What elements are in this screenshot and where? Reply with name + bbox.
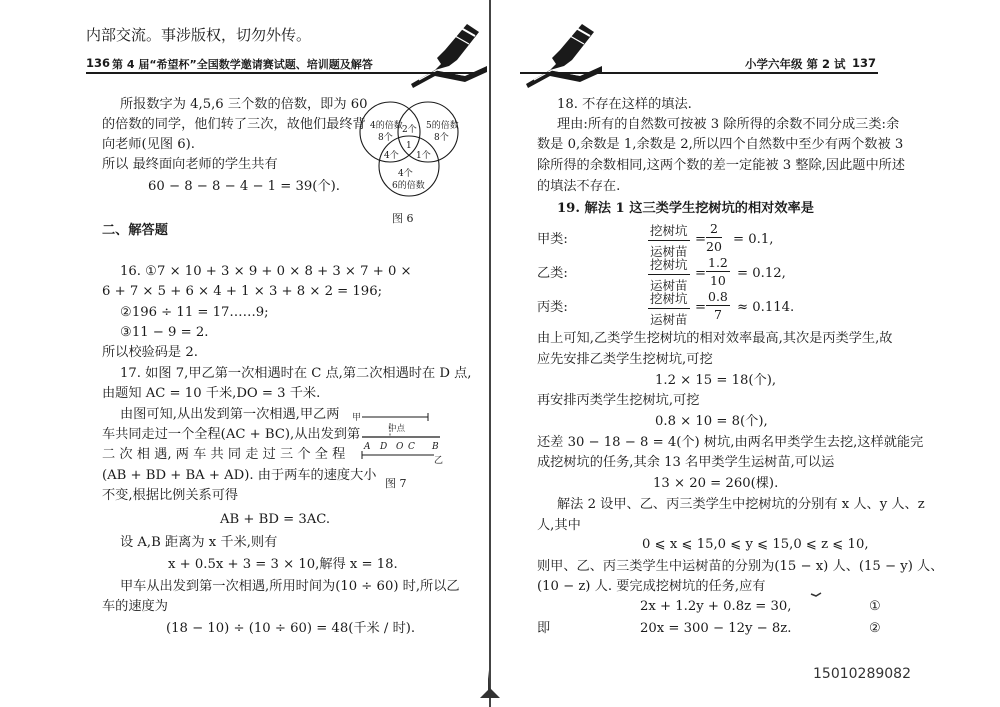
fraction-yi-values: $\frac{1.2}{10}$ xyxy=(708,255,728,288)
p17-line-7: 不变,根据比例关系可得 xyxy=(102,488,239,503)
sol2-line-7: 即 xyxy=(537,621,551,636)
p16-line-4: ③11 − 9 = 2. xyxy=(120,325,209,340)
p17-line-11: 甲车从出发到第一次相遇,所用时间为(10 ÷ 60) 时,所以乙 xyxy=(120,579,460,594)
header-rule-right xyxy=(520,72,878,74)
fig7-caption: 图 7 xyxy=(385,477,407,490)
p17-line-4: 车共同走过一个全程(AC + BC),从出发到第 xyxy=(102,427,361,442)
result-jia: = 0.1, xyxy=(733,232,774,247)
sol2-line-5: (10 − z) 人. 要完成挖树坑的任务,应有 xyxy=(537,579,766,594)
intro-line-1: 所报数字为 4,5,6 三个数的倍数，即为 60 xyxy=(120,97,368,112)
p16-line-1: 16. ①7 × 10 + 3 × 9 + 0 × 8 + 3 × 7 + 0 × xyxy=(120,264,412,279)
fraction-bing-values: $\frac{0.8}{7}$ xyxy=(708,289,728,322)
fraction-yi-words: 挖树坑 运树苗 xyxy=(650,257,688,293)
header-rule-left xyxy=(86,72,478,74)
p18-line-2: 理由:所有的自然数可按被 3 除所得的余数不同分成三类:余 xyxy=(557,117,900,132)
fig7-point-o: O xyxy=(396,442,404,452)
p17-line-1: 17. 如图 7,甲乙第一次相遇时在 C 点,第二次相遇时在 D 点, xyxy=(120,366,472,381)
section-heading: 二、解答题 xyxy=(102,223,168,238)
p17-line-5: 二 次 相 遇, 两 车 共 同 走 过 三 个 全 程 xyxy=(102,447,346,462)
venn-diagram-fig6 xyxy=(350,100,470,210)
venn-count-45: 2个 xyxy=(402,125,417,135)
p18-line-1: 18. 不存在这样的填法. xyxy=(557,97,692,112)
sol1-line-4: 再安排丙类学生挖树坑,可挖 xyxy=(537,393,700,408)
p19-title: 19. 解法 1 这三类学生挖树坑的相对效率是 xyxy=(557,201,814,216)
fig6-caption: 图 6 xyxy=(392,212,414,225)
venn-label-6: 6的倍数 xyxy=(392,181,425,191)
row-label-yi: 乙类: xyxy=(537,266,568,281)
sol1-line-2: 应先安排乙类学生挖树坑,可挖 xyxy=(537,352,713,367)
p16-line-2: 6 + 7 × 5 + 6 × 4 + 1 × 3 + 8 × 2 = 196; xyxy=(102,284,383,299)
pen-book-logo-left xyxy=(405,18,491,90)
page-number-right: 137 xyxy=(852,56,877,70)
equation-mark-1: ① xyxy=(869,599,881,614)
sol2-equation-2: 20x = 300 − 12y − 8z. xyxy=(640,621,792,636)
running-title-left: 第 4 届“希望杯”全国数学邀请赛试题、培训题及解答 xyxy=(112,58,373,71)
p17-equation-3: (18 − 10) ÷ (10 ÷ 60) = 48(千米 / 时). xyxy=(166,621,416,636)
sol1-equation-3: 13 × 20 = 260(棵). xyxy=(653,476,779,491)
fig7-point-a: A xyxy=(364,442,371,452)
sol1-equation-1: 1.2 × 15 = 18(个), xyxy=(655,373,777,388)
intro-line-3: 向老师(见图 6). xyxy=(102,137,196,152)
running-title-right: 小学六年级 第 2 试 xyxy=(745,57,846,71)
venn-count-4: 8个 xyxy=(378,133,393,143)
p17-line-9: 设 A,B 距离为 x 千米,则有 xyxy=(120,535,278,550)
sol2-line-4: 则甲、乙、丙三类学生中运树苗的分别为(15 − x) 人、(15 − y) 人、 xyxy=(537,559,944,574)
p17-equation-2: x + 0.5x + 3 = 3 × 10,解得 x = 18. xyxy=(168,557,398,572)
p17-equation-1: AB + BD = 3AC. xyxy=(220,512,331,527)
intro-equation: 60 − 8 − 8 − 4 − 1 = 39(个). xyxy=(148,179,340,194)
p17-line-3: 由图可知,从出发到第一次相遇,甲乙两 xyxy=(120,407,340,422)
fraction-jia-words: 挖树坑 运树苗 xyxy=(650,223,688,259)
row-label-jia: 甲类: xyxy=(537,232,568,247)
eq-sign-yi: = xyxy=(695,266,707,281)
sol1-line-6: 还差 30 − 18 − 8 = 4(个) 树坑,由两名甲类学生去挖,这样就能完 xyxy=(537,435,924,450)
p17-line-2: 由题知 AC = 10 千米,DO = 3 千米. xyxy=(102,386,321,401)
sol2-line-1: 解法 2 设甲、乙、丙三类学生中挖树坑的分别有 x 人、y 人、z xyxy=(557,497,925,512)
book-spine xyxy=(489,0,491,707)
result-bing: ≈ 0.114. xyxy=(737,300,795,315)
sol1-equation-2: 0.8 × 10 = 8(个), xyxy=(655,414,768,429)
p18-line-3: 数是 0,余数是 1,余数是 2,所以四个自然数中至少有两个数被 3 xyxy=(537,137,904,152)
venn-count-center: 1 xyxy=(406,141,412,151)
equation-mark-2: ② xyxy=(869,621,881,636)
venn-label-4: 4的倍数 xyxy=(370,121,403,131)
p16-line-3: ②196 ÷ 11 = 17……9; xyxy=(120,305,269,320)
eq-sign-bing: = xyxy=(695,300,707,315)
venn-label-5: 5的倍数 xyxy=(426,121,459,131)
page-number-left: 136 xyxy=(86,56,111,70)
phone-number: 15010289082 xyxy=(813,666,911,682)
sol1-line-7: 成挖树坑的任务,其余 13 名甲类学生运树苗,可以运 xyxy=(537,455,835,470)
fig7-midpoint: 中点 xyxy=(388,424,406,434)
fig7-point-c: C xyxy=(408,442,415,452)
p16-line-5: 所以校验码是 2. xyxy=(102,345,198,360)
p17-line-6: (AB + BD + BA + AD). 由于两车的速度大小 xyxy=(102,468,377,483)
p18-line-4: 除所得的余数相同,这两个数的差一定能被 3 整除,因此题中所述 xyxy=(537,158,906,173)
route-diagram-fig7 xyxy=(350,405,470,467)
venn-count-46: 4个 xyxy=(384,151,399,161)
row-label-bing: 丙类: xyxy=(537,300,568,315)
fig7-yi: 乙 xyxy=(434,456,444,466)
fig7-point-b: B xyxy=(432,442,439,452)
fig7-jia: 甲 xyxy=(352,413,362,423)
fraction-jia-values: $\frac{2}{20}$ xyxy=(706,221,722,254)
result-yi: = 0.12, xyxy=(737,266,786,281)
eq-sign-jia: = xyxy=(695,232,707,247)
spine-shadow xyxy=(478,670,502,700)
venn-count-56: 1个 xyxy=(416,151,431,161)
pen-book-logo-right xyxy=(520,18,606,90)
sol2-line-2: 人,其中 xyxy=(537,518,581,533)
p18-line-5: 的填法不存在. xyxy=(537,179,621,194)
watermark-text: 内部交流。事涉版权，切勿外传。 xyxy=(86,26,312,44)
venn-count-5: 8个 xyxy=(434,133,449,143)
p17-line-12: 车的速度为 xyxy=(102,599,168,614)
fig7-point-d: D xyxy=(380,442,388,452)
ink-speck xyxy=(810,584,822,592)
sol2-constraints: 0 ⩽ x ⩽ 15,0 ⩽ y ⩽ 15,0 ⩽ z ⩽ 10, xyxy=(642,537,869,552)
sol1-line-1: 由上可知,乙类学生挖树坑的相对效率最高,其次是丙类学生,故 xyxy=(537,331,893,346)
intro-line-4: 所以 最终面向老师的学生共有 xyxy=(102,157,278,172)
intro-line-2: 的倍数的同学，他们转了三次，故他们最终背 xyxy=(102,117,366,132)
sol2-equation-1: 2x + 1.2y + 0.8z = 30, xyxy=(640,599,792,614)
fraction-bing-words: 挖树坑 运树苗 xyxy=(650,291,688,327)
venn-count-6: 4个 xyxy=(398,169,413,179)
